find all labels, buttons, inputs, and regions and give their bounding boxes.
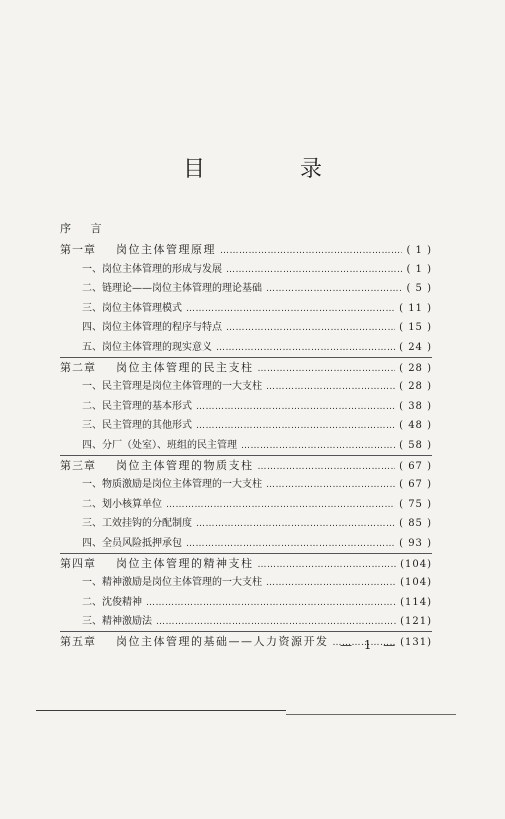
section-title: 三、工效挂钩的分配制度 — [82, 518, 192, 530]
section-title: 一、精神激励是岗位主体管理的一大支柱 — [82, 577, 262, 589]
leader-dots — [266, 476, 395, 496]
chapter-title: 岗位主体管理的民主支柱 — [116, 360, 254, 374]
section-title: 四、全员风险抵押承包 — [82, 537, 182, 549]
toc-section-entry[interactable] — [60, 397, 432, 417]
toc-section-entry[interactable] — [60, 338, 432, 358]
section-title: 五、岗位主体管理的现实意义 — [82, 341, 212, 353]
leader-dots — [186, 300, 395, 320]
page-reference: ( 93 ) — [399, 537, 432, 549]
page-reference: ( 11 ) — [399, 302, 432, 314]
page-reference: ( 67 ) — [399, 460, 432, 472]
chapter-title: 岗位主体管理原理 — [116, 243, 216, 256]
leader-dots — [196, 515, 395, 535]
table-of-contents — [60, 218, 432, 651]
page-reference: ( 1 ) — [406, 263, 432, 275]
leader-dots — [226, 261, 402, 281]
toc-section-entry[interactable] — [60, 495, 432, 515]
toc-chapter-entry[interactable] — [60, 240, 432, 260]
bottom-rule-right — [286, 714, 456, 715]
section-title: 四、岗位主体管理的程序与特点 — [82, 322, 222, 334]
page-reference: ( 24 ) — [399, 341, 432, 353]
page-reference: ( 58 ) — [399, 439, 432, 451]
toc-chapter-entry[interactable] — [60, 554, 432, 574]
toc-section-entry[interactable] — [60, 416, 432, 436]
page-reference: (104) — [400, 558, 432, 570]
chapter-number: 第三章 — [60, 458, 96, 472]
toc-section-entry[interactable] — [60, 299, 432, 319]
toc-section-entry[interactable] — [60, 279, 432, 299]
toc-chapter-entry[interactable] — [60, 358, 432, 378]
leader-dots — [146, 594, 396, 614]
page-number: — 1 — — [340, 638, 400, 652]
page-reference: ( 75 ) — [399, 498, 432, 510]
section-title: 四、分厂（处室）、班组的民主管理 — [82, 439, 237, 451]
section-title: 三、民主管理的其他形式 — [82, 420, 192, 432]
page-reference: (114) — [400, 596, 432, 608]
chapter-title: 岗位主体管理的精神支柱 — [116, 556, 254, 570]
toc-section-entry[interactable] — [60, 534, 432, 554]
chapter-title: 岗位主体管理的物质支柱 — [116, 458, 254, 472]
leader-dots — [166, 496, 395, 516]
toc-section-entry[interactable] — [60, 593, 432, 613]
page-reference: ( 15 ) — [399, 322, 432, 334]
chapter-title: 岗位主体管理的基础——人力资源开发 — [116, 634, 329, 648]
section-title: 三、精神激励法 — [82, 616, 152, 628]
toc-section-entry[interactable] — [60, 318, 432, 338]
page-reference: (104) — [400, 577, 432, 589]
bottom-rule-left — [36, 710, 286, 711]
toc-list — [60, 240, 432, 651]
page-reference: (121) — [400, 616, 432, 628]
leader-dots — [196, 398, 395, 418]
page-reference: (131) — [400, 636, 432, 648]
section-title: 一、岗位主体管理的形成与发展 — [82, 263, 222, 275]
page-reference: ( 67 ) — [399, 479, 432, 491]
page-reference: ( 85 ) — [399, 518, 432, 530]
section-title: 三、岗位主体管理模式 — [82, 302, 182, 314]
chapter-number: 第二章 — [60, 360, 96, 374]
toc-section-entry[interactable] — [60, 377, 432, 397]
chapter-number: 第五章 — [60, 634, 96, 648]
toc-section-entry[interactable] — [60, 612, 432, 632]
toc-chapter-entry[interactable] — [60, 456, 432, 476]
section-title: 二、划小核算单位 — [82, 498, 162, 510]
leader-dots — [196, 417, 395, 437]
section-title: 二、链理论——岗位主体管理的理论基础 — [82, 283, 262, 295]
leader-dots — [266, 378, 395, 398]
chapter-number: 第一章 — [60, 243, 96, 256]
page-reference: ( 48 ) — [399, 420, 432, 432]
page-title: 目 录 — [183, 157, 366, 182]
section-title: 二、民主管理的基本形式 — [82, 400, 192, 412]
section-title: 一、民主管理是岗位主体管理的一大支柱 — [82, 381, 262, 393]
section-title: 二、沈俊精神 — [82, 596, 142, 608]
toc-section-entry[interactable] — [60, 260, 432, 280]
page-reference: ( 38 ) — [399, 400, 432, 412]
leader-dots — [226, 319, 395, 339]
section-title: 一、物质激励是岗位主体管理的一大支柱 — [82, 479, 262, 491]
page-reference: ( 5 ) — [406, 283, 432, 295]
preface-entry[interactable]: 序 言 — [60, 222, 110, 235]
page-reference: ( 28 ) — [399, 381, 432, 393]
toc-section-entry[interactable] — [60, 475, 432, 495]
chapter-number: 第四章 — [60, 556, 96, 570]
page-reference: ( 1 ) — [406, 245, 432, 256]
toc-section-entry[interactable] — [60, 573, 432, 593]
leader-dots — [266, 574, 396, 594]
toc-section-entry[interactable] — [60, 436, 432, 456]
page-reference: ( 28 ) — [399, 362, 432, 374]
leader-dots — [266, 280, 402, 300]
toc-section-entry[interactable] — [60, 514, 432, 534]
